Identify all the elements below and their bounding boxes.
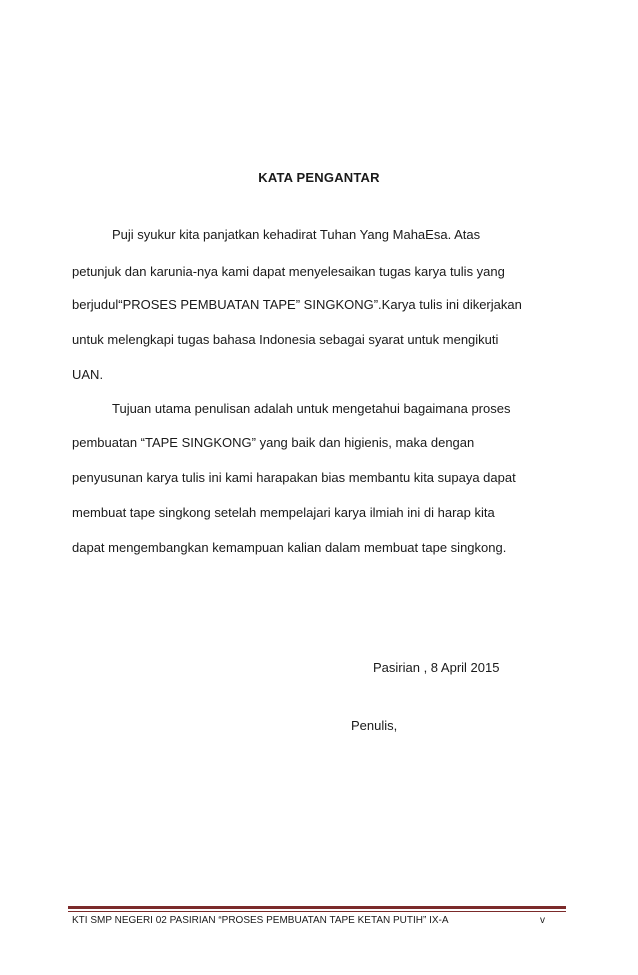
paragraph-1-line-3: berjudul“PROSES PEMBUATAN TAPE” SINGKONG”.Karya tulis ini dikerjakan [72, 297, 522, 312]
page-title: KATA PENGANTAR [258, 170, 380, 185]
paragraph-1-line-5: UAN. [72, 367, 104, 382]
footer-rule-thick [68, 906, 566, 909]
paragraph-1-line-4: untuk melengkapi tugas bahasa Indonesia sebagai syarat untuk mengikuti [72, 332, 499, 347]
paragraph-2-line-3: penyusunan karya tulis ini kami harapakan bias membantu kita supaya dapat [72, 470, 516, 485]
place-date: Pasirian , 8 April 2015 [373, 660, 500, 675]
paragraph-2-line-1: Tujuan utama penulisan adalah untuk mengetahui bagaimana proses [112, 401, 511, 416]
footer-rule-thin [68, 911, 566, 912]
paragraph-1-line-1: Puji syukur kita panjatkan kehadirat Tuhan Yang MahaEsa. Atas [112, 227, 481, 242]
paragraph-2-line-5: dapat mengembangkan kemampuan kalian dalam membuat tape singkong. [72, 540, 507, 555]
footer-text: KTI SMP NEGERI 02 PASIRIAN “PROSES PEMBUATAN TAPE KETAN PUTIH” IX-A [72, 915, 449, 926]
signature-label: Penulis, [351, 718, 398, 733]
paragraph-1-line-2: petunjuk dan karunia-nya kami dapat menyelesaikan tugas karya tulis yang [72, 264, 505, 279]
paragraph-2-line-4: membuat tape singkong setelah mempelajari karya ilmiah ini di harap kita [72, 505, 495, 520]
paragraph-2-line-2: pembuatan “TAPE SINGKONG” yang baik dan higienis, maka dengan [72, 435, 475, 450]
footer-page-number: v [540, 915, 545, 926]
